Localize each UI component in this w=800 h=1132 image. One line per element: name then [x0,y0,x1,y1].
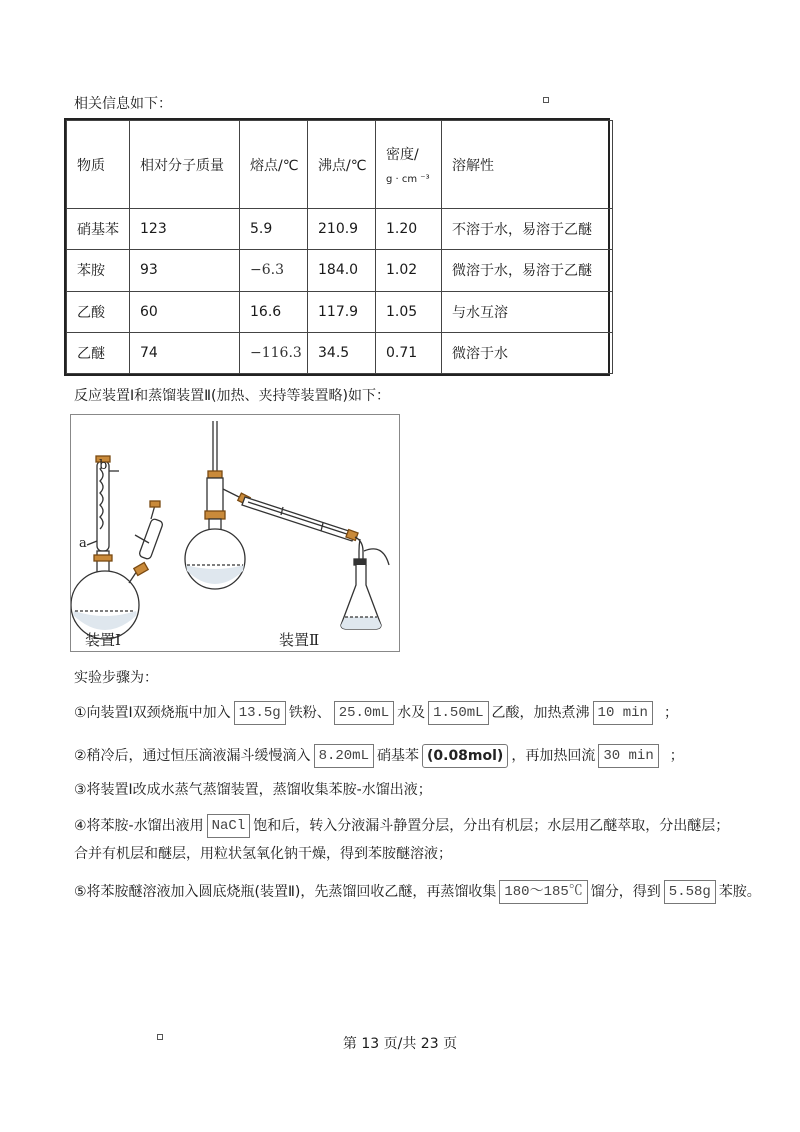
header-cell: 物质 [67,121,130,209]
step-4-continued: 合并有机层和醚层，用粒状氢氧化钠干燥，得到苯胺醚溶液； [74,846,452,862]
flask-neck [97,551,109,573]
table-cell: 184.0 [308,250,376,291]
water-inlet-a [87,541,97,545]
table-cell: 微溶于水 [442,332,613,373]
value-box: 1.50mL [428,701,488,725]
label-a: a [79,536,87,551]
table-cell: −6.3 [240,250,308,291]
table-cell: 1.05 [376,291,442,332]
header-cell: 相对分子质量 [130,121,240,209]
apparatus-intro: 反应装置Ⅰ和蒸馏装置Ⅱ(加热、夹持等装置略)如下： [74,388,390,404]
thermometer-stopper [208,471,222,478]
header-cell: 溶解性 [442,121,613,209]
value-box: NaCl [207,814,251,838]
value-box: 30 min [598,744,658,768]
step-text: ； [663,705,678,721]
table-cell: 不溶于水，易溶于乙醚 [442,209,613,250]
step-text: 铁粉、 [288,705,331,721]
header-cell-density [376,121,442,209]
table-row [67,250,613,291]
step-4 [74,814,729,838]
table-cell: 93 [130,250,240,291]
table-cell: 微溶于水，易溶于乙醚 [442,250,613,291]
value-box: 13.5g [234,701,286,725]
distilling-head [207,478,223,514]
table-cell: 1.20 [376,209,442,250]
neck-joint [94,555,112,561]
head-joint [205,511,225,519]
table-cell: 34.5 [308,332,376,373]
table-cell: −116.3 [240,332,308,373]
adapter-joint [354,559,366,565]
table-cell: 1.02 [376,250,442,291]
step-text: 水及 [397,705,426,721]
vent-tube [364,549,389,565]
value-box: 25.0mL [334,701,394,725]
value-box: 180～185℃ [499,880,587,904]
header-cell: 沸点/℃ [308,121,376,209]
step-text: 乙酸，加热煮沸 [491,705,590,721]
step-text: 苯胺。 [718,884,761,900]
page-footer: 第 13 页/共 23 页 [342,1036,458,1052]
table-cell: 123 [130,209,240,250]
steps-title: 实验步骤为： [74,670,158,686]
step-text: 馏分，得到 [590,884,661,900]
header-cell: 熔点/℃ [240,121,308,209]
margin-marker [543,97,549,103]
side-joint [134,563,148,576]
step-5 [74,880,761,904]
step-text: ②稍冷后，通过恒压滴液漏斗缓慢滴入 [74,748,311,764]
step-text: 饱和后，转入分液漏斗静置分层，分出有机层；水层用乙醚萃取，分出醚层； [253,818,730,834]
table-cell: 16.6 [240,291,308,332]
caption-apparatus-1: 装置Ⅰ [85,631,121,649]
table-cell: 5.9 [240,209,308,250]
density-label: 密度/ [386,147,419,163]
table-cell: 0.71 [376,332,442,373]
apparatus-drawing [71,415,399,651]
table-cell: 210.9 [308,209,376,250]
step-text: ； [669,748,684,764]
table-row [67,332,613,373]
table-cell: 与水互溶 [442,291,613,332]
table-cell: 苯胺 [67,250,130,291]
table-cell: 乙酸 [67,291,130,332]
label-b: b [99,458,108,473]
funnel-stopper [150,501,160,507]
step-2 [74,744,684,768]
table-row [67,291,613,332]
step-text: ④将苯胺-水馏出液用 [74,818,204,834]
properties-table [64,118,610,376]
table-cell: 117.9 [308,291,376,332]
value-box: 8.20mL [314,744,374,768]
step-1 [74,701,678,725]
apparatus-figure [70,414,400,652]
value-box: 5.58g [664,880,716,904]
step-text: ⑤将苯胺醚溶液加入圆底烧瓶(装置Ⅱ)，先蒸馏回收乙醚，再蒸馏收集 [74,884,497,900]
density-unit: g · cm ⁻³ [386,174,430,185]
table-header-row [67,121,613,209]
step-3: ③将装置Ⅰ改成水蒸气蒸馏装置，蒸馏收集苯胺-水馏出液； [74,782,432,798]
step-text: ，再加热回流 [511,748,596,764]
table-cell: 74 [130,332,240,373]
table-row [67,209,613,250]
step-text: 硝基苯 [376,748,419,764]
table-cell: 乙醚 [67,332,130,373]
step-text: ①向装置Ⅰ双颈烧瓶中加入 [74,705,231,721]
apparatus-2 [185,421,389,629]
value-box: (0.08mol) [422,744,508,768]
table-cell: 硝基苯 [67,209,130,250]
table-cell: 60 [130,291,240,332]
caption-apparatus-2: 装置Ⅱ [279,631,320,649]
value-box: 10 min [593,701,653,725]
intro-text: 相关信息如下： [74,96,172,112]
